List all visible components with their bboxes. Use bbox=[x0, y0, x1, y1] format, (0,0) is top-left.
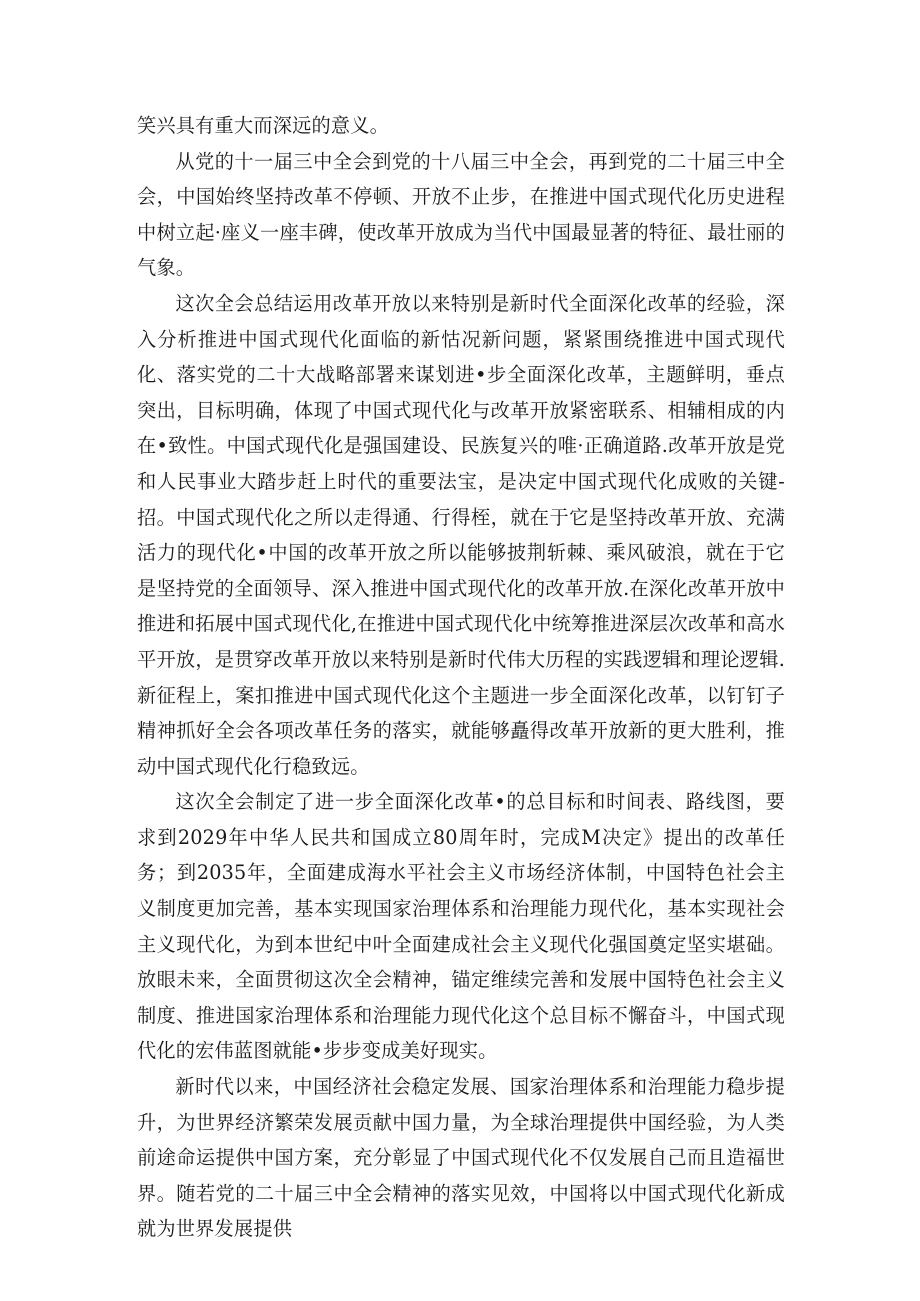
paragraph: 从党的十一届三中全会到党的十八届三中全会，再到党的二十届三中全会，中国始终坚持改革不停顿、开放不止步，在推进中国式现代化历史进程中树立起·座义一座丰碑，使改革开放成为当代中国最显著的特征、最壮丽的气象。 bbox=[137, 149, 785, 280]
paragraph: 新时代以来，中国经济社会稳定发展、国家治理体系和治理能力稳步提升，为世界经济繁荣发展贡献中国力量，为全球治理提供中国经验，为人类前途命运提供中国方案，充分彰显了中国式现代化不仅发展自己而且造福世界。随若党的二十届三中全会精神的落实见效，中国将以中国式现代化新成就为世界发展提供 bbox=[137, 1075, 785, 1241]
paragraph-continued: 笑兴具有重大而深远的意义。 bbox=[137, 114, 390, 137]
paragraph: 这次全会总结运用改革开放以来特别是新时代全面深化改革的经验，深入分析推进中国式现代化面临的新怙况新问题，紧紧围绕推进中国式现代化、落实党的二十大战略部署来谋划进•步全面深化改革，主题鲜明，垂点突出，目标明确，体现了中国式现代化与改革开放紧密联系、相辅相成的内在•致性。中国式现代化是强国建设、民族复兴的唯·正确道路.改革开放是党和人民事业大踏步赶上时代的重要法宝，是决定中国式现代化成败的关键-招。中国式现代化之所以走得通、行得桎，就在于它是坚持改革开放、充满活力的现代化•中国的改革开放之所以能够披荆斩棘、乘风破浪，就在于它是坚持党的全面领导、深入推进中国式现代化的改革开放.在深化改革开放中推进和拓展中国式现代化,在推进中国式现代化中统筹推进深层次改革和高水平开放，是贯穿改革开放以来特别是新时代伟大历程的实践逻辑和理论逻辑.新征程上，案扣推进中国式现代化这个主题进一步全面深化改革，以钉钉子精神抓好全会各项改革任务的落实，就能够矗得改革开放新的更大胜利，推动中国式现代化行稳致远。 bbox=[137, 291, 785, 778]
body-text bbox=[137, 108, 785, 1247]
paragraph: 这次全会制定了进一步全面深化改革•的总目标和时间表、路线图，要求到2029年中华人民共和国成立80周年时，完成M决定》提出的改革任务；到2035年，全面建成海水平社会主义市场经济体制，中国特色社会主义制度更加完善，基本实现国家治理体系和治理能力现代化，基本实现社会主义现代化，为到本世纪中叶全面建成社会主义现代化强国奠定坚实堪础。放眼未来，全面贯彻这次全会精神，锚定维续完善和发展中国特色社会主义制度、推进国家治理体系和治理能力现代化这个总目标不懈奋斗，中国式现代化的宏伟蓝图就能•步步变成美好现实。 bbox=[137, 790, 785, 1063]
